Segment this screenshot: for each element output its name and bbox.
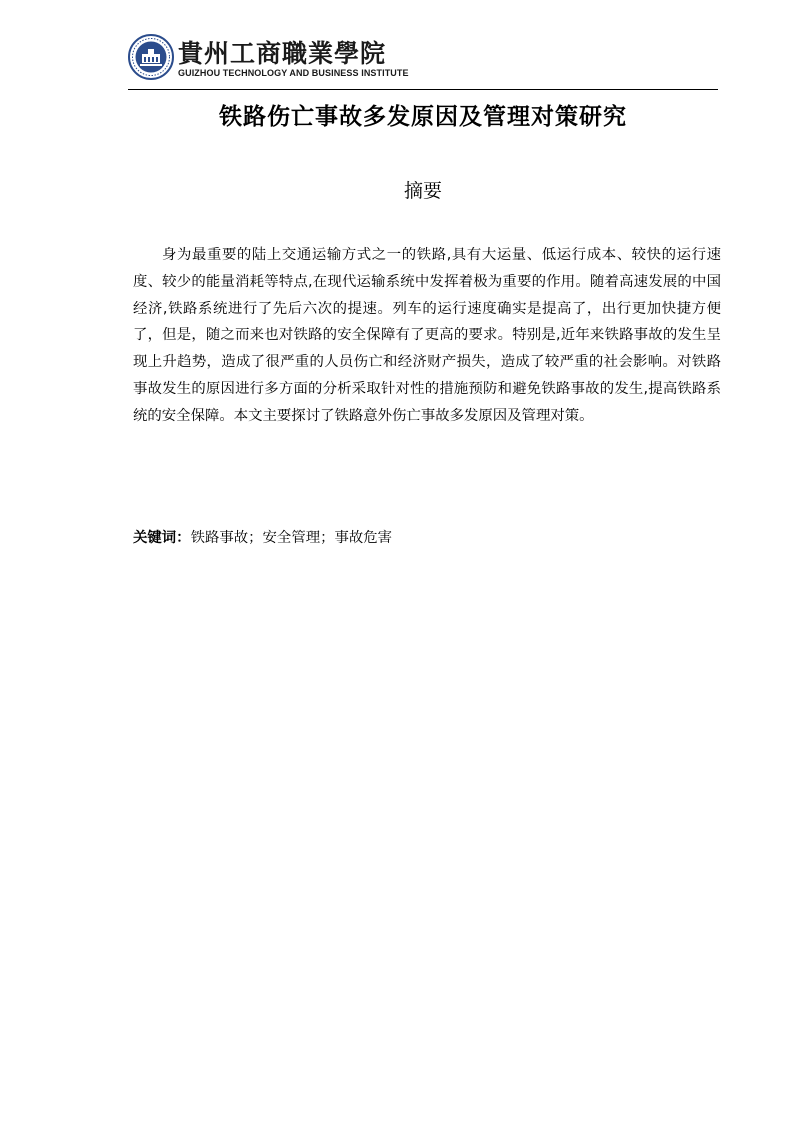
abstract-paragraph: 身为最重要的陆上交通运输方式之一的铁路,具有大运量、低运行成本、较快的运行速度、较少的能量消耗等特点,在现代运输系统中发挥着极为重要的作用。随着高速发展的中国经济,铁路系统进行了先后六次的提速。列车的运行速度确实是提高了，出行更加快捷方便了，但是，随之而来也对铁路的安全保障有了更高的要求。特别是,近年来铁路事故的发生呈现上升趋势，造成了很严重的人员伤亡和经济财产损失，造成了较严重的社会影响。对铁路事故发生的原因进行多方面的分析采取针对性的措施预防和避免铁路事故的发生,提高铁路系统的安全保障。本文主要探讨了铁路意外伤亡事故多发原因及管理对策。 [133,247,721,424]
keywords-label: 关键词： [133,530,191,546]
institute-name-english: GUIZHOU TECHNOLOGY AND BUSINESS INSTITUTE [178,68,409,78]
document-title: 铁路伤亡事故多发原因及管理对策研究 [219,104,627,130]
header-divider [128,89,718,90]
keywords-value: 铁路事故；安全管理；事故危害 [190,530,393,546]
page-header [128,32,718,90]
institute-name-chinese: 貴州工商職業學院 [178,39,387,68]
keywords-line [133,526,721,547]
university-seal-icon [128,34,174,80]
abstract-heading: 摘要 [403,180,442,202]
